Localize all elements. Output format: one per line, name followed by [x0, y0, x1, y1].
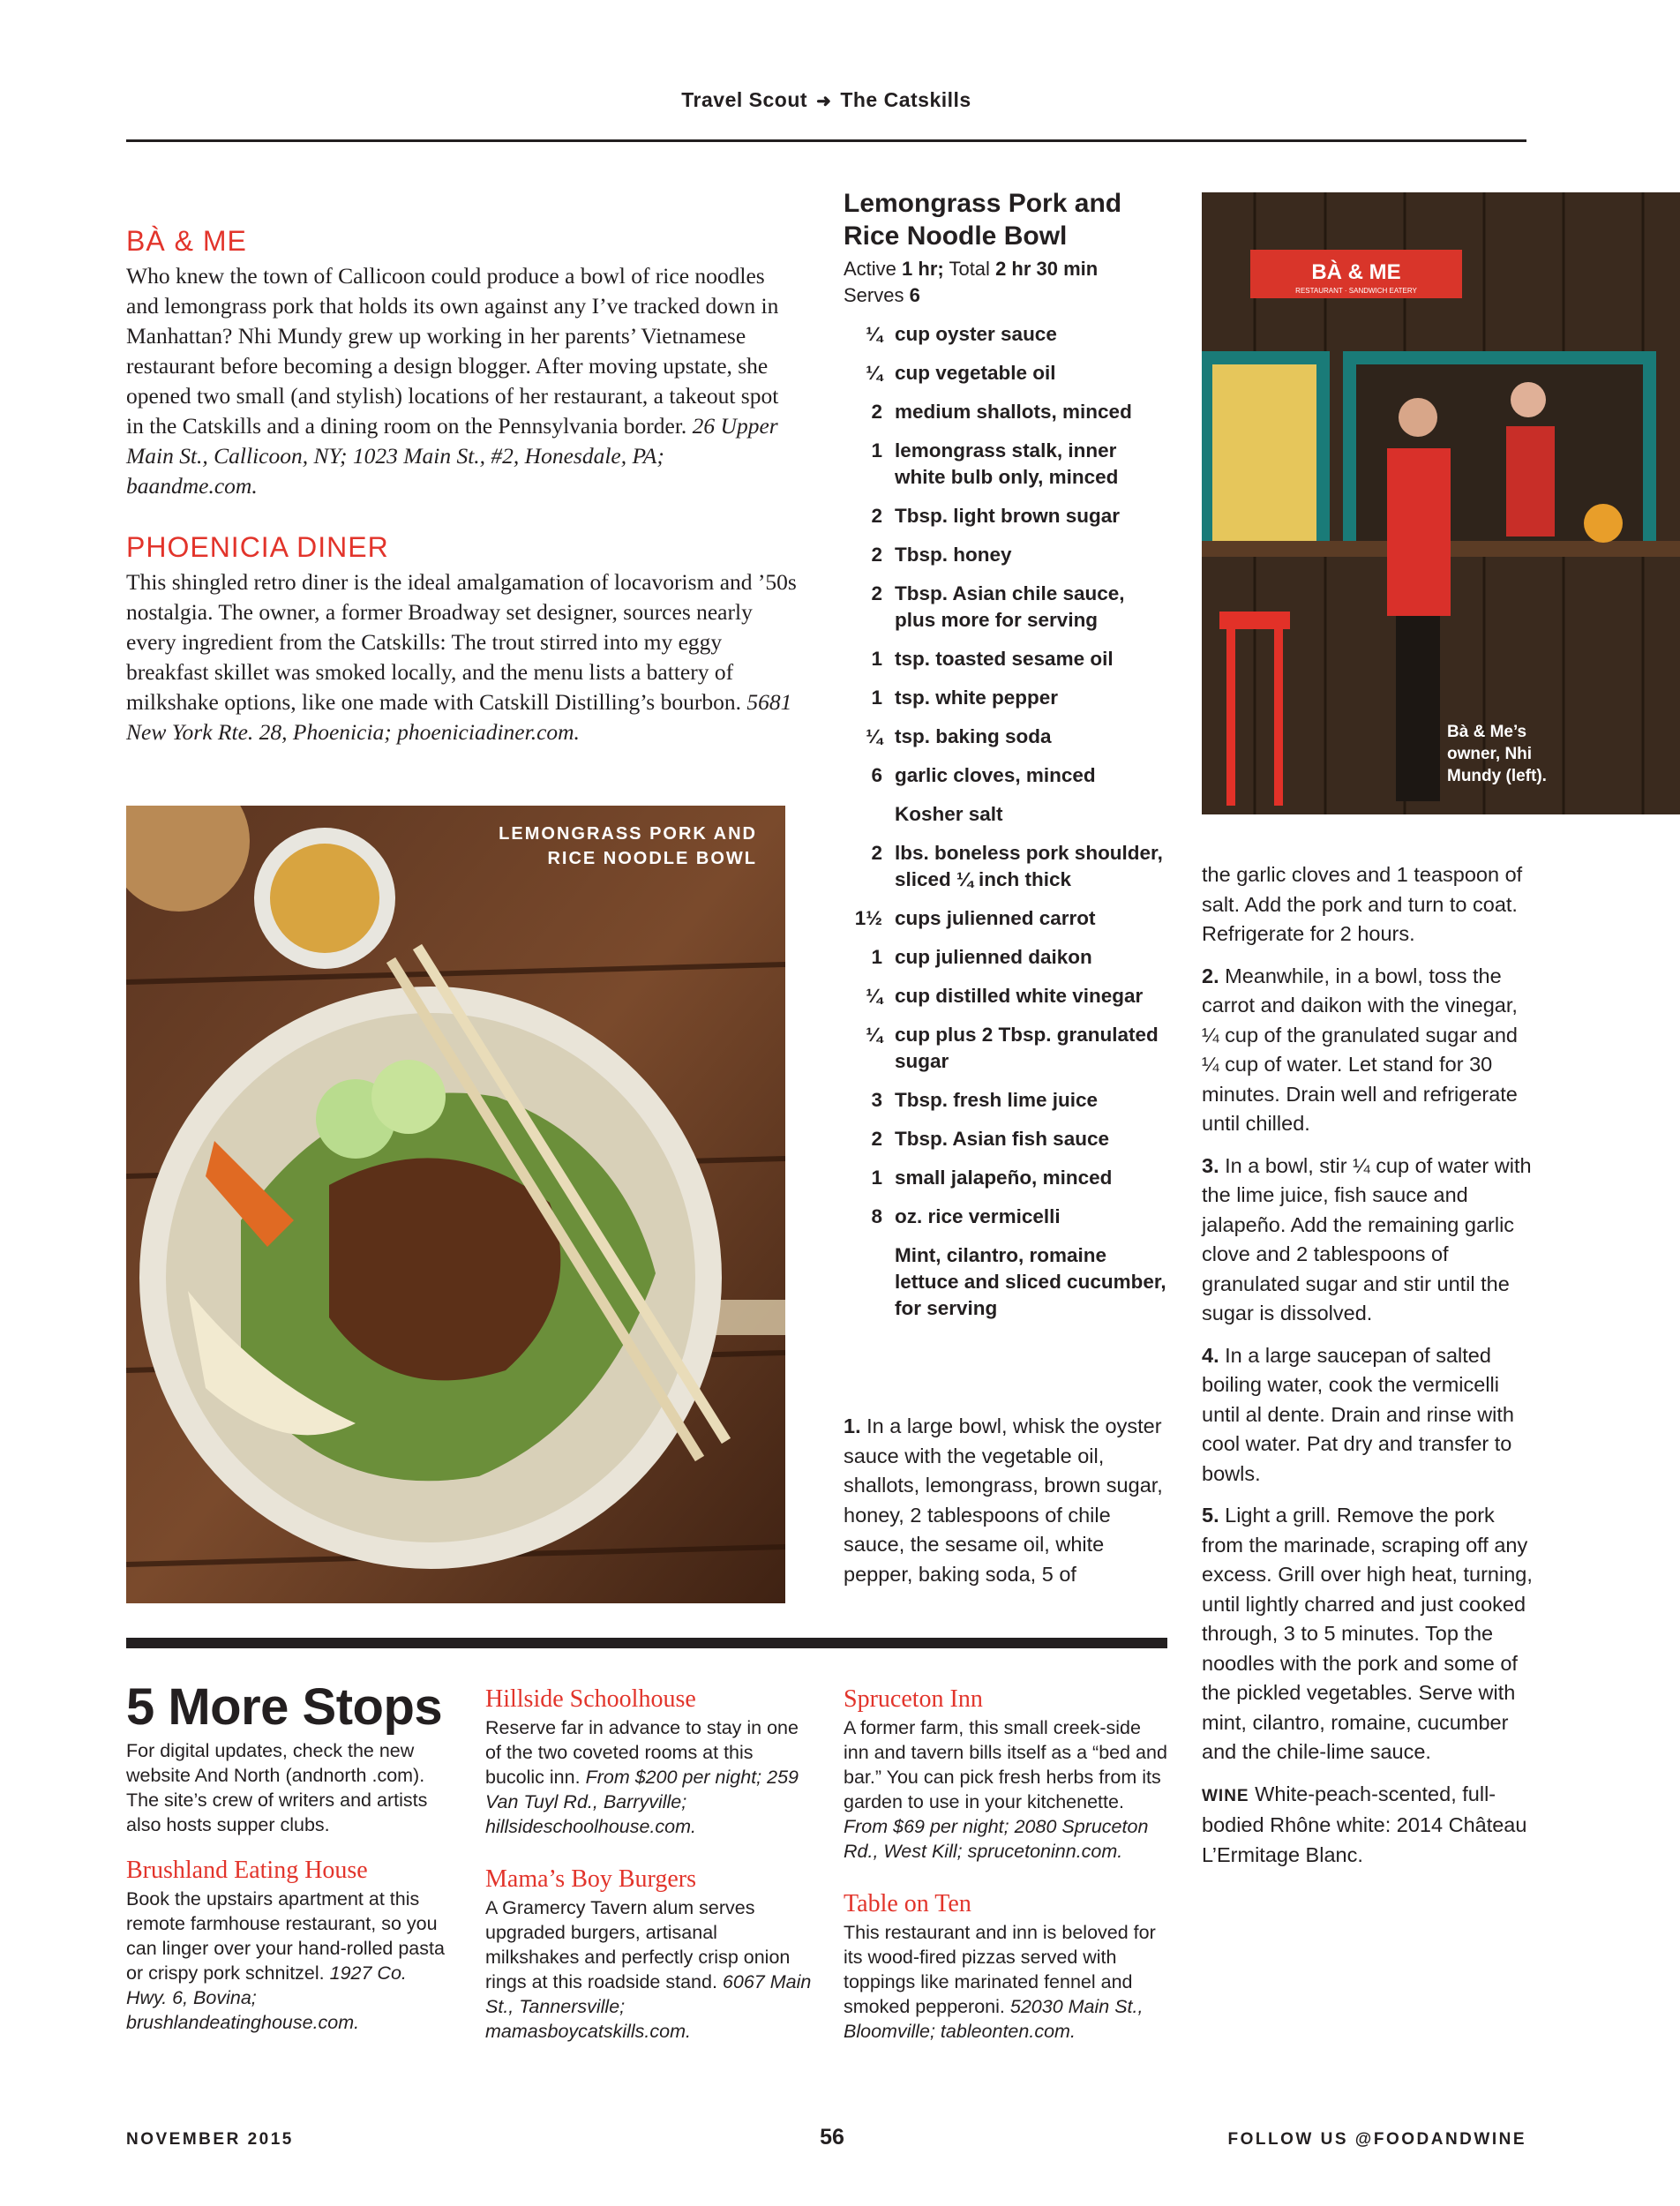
stop-info: 1927 Co. Hwy. 6, Bovina; brushlandeatinghouse.com.	[126, 1962, 407, 2033]
ingredient-quantity: 1	[871, 687, 882, 709]
step-text: Meanwhile, in a bowl, toss the carrot and daikon with the vinegar, ¼ cup of the granulated sugar and ¼ cup of water. Let stand for 30 minutes. Drain well and refrigerate until chilled.	[1202, 964, 1518, 1135]
stop-info: From $69 per night; 2080 Spruceton Rd., West Kill; sprucetoninn.com.	[844, 1816, 1149, 1862]
stop-text: A Gramercy Tavern alum serves upgraded burgers, artisanal milkshakes and perfectly crisp onion rings at this roadside stand.	[485, 1897, 791, 1992]
active-label: Active	[844, 258, 896, 280]
step-text: In a bowl, stir ¼ cup of water with the lime juice, fish sauce and jalapeño. Add the remaining garlic clove and 2 tablespoons of granulated sugar and stir until the sugar is dissolved.	[1202, 1153, 1532, 1324]
stop-text: Book the upstairs apartment at this remote farmhouse restaurant, so you can linger over your hand-rolled pasta or crispy pork schnitzel.	[126, 1888, 445, 1984]
ingredient-item	[844, 1242, 1170, 1322]
phoenicia-section	[126, 531, 797, 747]
recipe-serves	[844, 282, 1170, 309]
ba-me-section	[126, 225, 797, 501]
ingredient-quantity: 1	[871, 439, 882, 461]
ingredient-text: tsp. baking soda	[895, 725, 1052, 747]
noodle-bowl-illustration	[126, 806, 785, 1603]
ingredient-item	[844, 646, 1170, 672]
section-rule	[126, 1638, 1167, 1648]
header-section: Travel Scout	[681, 88, 808, 111]
phoenicia-address: 5681 New York Rte. 28, Phoenicia; phoeniciadiner.com.	[126, 689, 792, 745]
ingredient-item	[844, 1165, 1170, 1191]
more-stops-title: 5 More Stops	[126, 1678, 443, 1736]
recipe-step-1	[844, 1412, 1170, 1589]
step-number: 2.	[1202, 964, 1219, 987]
ingredient-text: Tbsp. fresh lime juice	[895, 1089, 1099, 1111]
recipe-step-4	[1202, 1341, 1537, 1489]
ingredient-item	[844, 1204, 1170, 1230]
ba-me-title: BÀ & ME	[126, 225, 247, 257]
recipe-title-line2: Rice Noodle Bowl	[844, 221, 1068, 251]
ingredient-quantity: 1	[871, 1167, 882, 1189]
step-text: Light a grill. Remove the pork from the marinade, scraping off any excess. Grill over high heat, turning, until lightly charred and just cooked through, 3 to 5 minutes. Top the noodles with the pork and some of the pickled vegetables. Serve with mint, cilantro, romaine, cucumber and the chile-lime sauce.	[1202, 1504, 1533, 1763]
recipe-step-1-continued: the garlic cloves and 1 teaspoon of salt. Add the pork and turn to coat. Refrigerate for 2 hours.	[1202, 863, 1523, 945]
ingredient-text: Tbsp. Asian fish sauce	[895, 1128, 1109, 1150]
ingredient-item	[844, 983, 1170, 1009]
recipe-step-3	[1202, 1152, 1537, 1329]
ingredient-text: cup distilled white vinegar	[895, 985, 1144, 1007]
stop-body	[485, 1715, 812, 1839]
stop-info: 6067 Main St., Tannersville; mamasboycatskills.com.	[485, 1971, 812, 2042]
ingredient-text: lbs. boneless pork shoulder, sliced ¼ inch thick	[895, 842, 1163, 890]
serves-value: 6	[909, 284, 920, 306]
ingredient-quantity: 1	[871, 946, 882, 968]
ba-me-body	[126, 261, 797, 501]
ingredient-quantity: 1	[871, 648, 882, 670]
running-header	[126, 88, 1526, 112]
total-value: 2 hr 30 min	[995, 258, 1099, 280]
shop-caption-line2: owner, Nhi	[1447, 745, 1533, 763]
ingredient-text: tsp. toasted sesame oil	[895, 648, 1114, 670]
ingredient-text: oz. rice vermicelli	[895, 1205, 1061, 1227]
ingredient-text: cup oyster sauce	[895, 323, 1057, 345]
step-number: 4.	[1202, 1343, 1219, 1367]
ingredient-quantity: ¼	[866, 725, 882, 747]
wine-text: White-peach-scented, full-bodied Rhône white: 2014 Château L’Ermitage Blanc.	[1202, 1782, 1527, 1866]
more-stops-column-3	[844, 1685, 1170, 2044]
recipe-title-line1: Lemongrass Pork and	[844, 189, 1122, 218]
phoenicia-title: PHOENICIA DINER	[126, 531, 389, 563]
footer-social-handle: FOLLOW US @FOODANDWINE	[1227, 2130, 1526, 2149]
serves-label: Serves	[844, 284, 904, 306]
stop-body	[844, 1715, 1170, 1864]
stop-body	[126, 1887, 453, 2035]
ba-me-address: 26 Upper Main St., Callicoon, NY; 1023 Main St., #2, Honesdale, PA; baandme.com.	[126, 413, 778, 499]
storefront-illustration	[1202, 192, 1680, 814]
ingredient-quantity: 6	[871, 764, 882, 786]
ingredient-item	[844, 321, 1170, 348]
ingredient-text: Tbsp. Asian chile sauce, plus more for serving	[895, 582, 1125, 631]
footer-issue-date: NOVEMBER 2015	[126, 2130, 294, 2149]
ingredient-quantity: 2	[871, 505, 882, 527]
page-number: 56	[820, 2125, 844, 2150]
ingredient-quantity	[844, 1242, 895, 1322]
stop-brushland	[126, 1857, 453, 2035]
ingredient-quantity: ¼	[866, 1024, 882, 1046]
stop-text: This restaurant and inn is beloved for its wood-fired pizzas served with toppings like marinated fennel and smoked pepperoni.	[844, 1922, 1156, 2017]
step-number: 3.	[1202, 1153, 1219, 1177]
stop-name: Spruceton Inn	[844, 1685, 983, 1713]
header-rule	[126, 139, 1526, 142]
ingredient-item	[844, 1087, 1170, 1114]
ingredient-item	[844, 905, 1170, 932]
ingredient-quantity	[844, 801, 895, 828]
ingredient-item	[844, 438, 1170, 491]
ingredient-item	[844, 944, 1170, 971]
ingredient-text: Tbsp. light brown sugar	[895, 505, 1120, 527]
ingredient-item	[844, 503, 1170, 529]
stop-spruceton	[844, 1685, 1170, 1864]
active-value: 1 hr;	[902, 258, 944, 280]
stop-name: Hillside Schoolhouse	[485, 1685, 696, 1713]
shop-caption-line1: Bà & Me’s	[1447, 723, 1527, 741]
stop-info: 52030 Main St., Bloomville; tableonten.com.	[844, 1996, 1144, 2042]
ingredient-item	[844, 581, 1170, 634]
ingredient-text: cup plus 2 Tbsp. granulated sugar	[895, 1024, 1159, 1072]
shop-sign-subtitle: RESTAURANT · SANDWICH EATERY	[1295, 287, 1417, 295]
ingredient-quantity: 2	[871, 401, 882, 423]
step-number: 1.	[844, 1414, 861, 1437]
recipe-steps-continued	[1202, 860, 1537, 1882]
stop-name: Brushland Eating House	[126, 1857, 368, 1884]
stop-info: From $200 per night; 259 Van Tuyl Rd., Barryville; hillsideschoolhouse.com.	[485, 1767, 799, 1837]
ingredient-quantity: 2	[871, 582, 882, 604]
stop-body	[844, 1920, 1170, 2044]
more-stops-column-2	[485, 1685, 812, 2044]
noodle-bowl-photo	[126, 806, 785, 1603]
stop-name: Mama’s Boy Burgers	[485, 1865, 697, 1893]
header-topic: The Catskills	[840, 88, 971, 111]
ingredient-quantity: 2	[871, 544, 882, 566]
shop-sign: BÀ & ME	[1311, 260, 1401, 284]
ingredient-item	[844, 801, 1170, 828]
ingredient-quantity: ¼	[866, 323, 882, 345]
ingredient-item	[844, 542, 1170, 568]
stop-mamas-boy	[485, 1865, 812, 2044]
more-stops-column-1	[126, 1738, 453, 2035]
recipe-step-5	[1202, 1501, 1537, 1767]
stop-hillside	[485, 1685, 812, 1839]
step-text: In a large bowl, whisk the oyster sauce with the vegetable oil, shallots, lemongrass, brown sugar, honey, 2 tablespoons of chile sauce, the sesame oil, white pepper, baking soda, 5 of	[844, 1414, 1163, 1586]
ingredient-item	[844, 1022, 1170, 1075]
ingredient-quantity: ¼	[866, 362, 882, 384]
ingredient-text: Tbsp. honey	[895, 544, 1012, 566]
recipe-title	[844, 187, 1170, 252]
ingredient-quantity: 8	[871, 1205, 882, 1227]
bowl-caption-line2: RICE NOODLE BOWL	[547, 849, 757, 868]
ingredient-text: Mint, cilantro, romaine lettuce and sliced cucumber, for serving	[895, 1244, 1166, 1319]
restaurant-storefront-photo	[1202, 192, 1680, 814]
step-text: In a large saucepan of salted boiling water, cook the vermicelli until al dente. Drain and rinse with cool water. Pat dry and transfer to bowls.	[1202, 1343, 1515, 1485]
ingredient-text: garlic cloves, minced	[895, 764, 1096, 786]
ingredient-text: cups julienned carrot	[895, 907, 1096, 929]
ingredient-list	[844, 321, 1170, 1322]
ingredient-item	[844, 762, 1170, 789]
phoenicia-text: This shingled retro diner is the ideal amalgamation of locavorism and ’50s nostalgia. The owner, a former Broadway set designer, sources nearly every ingredient from the Catskills: The trout stirred into my eggy breakfast skillet was smoked locally, and the menu lists a battery of milkshake options, like one made with Catskill Distilling’s bourbon.	[126, 569, 797, 715]
arrow-right-icon: ➜	[816, 92, 832, 111]
ingredient-text: lemongrass stalk, inner white bulb only, minced	[895, 439, 1119, 488]
ingredient-text: cup julienned daikon	[895, 946, 1092, 968]
ingredient-item	[844, 840, 1170, 893]
bowl-caption-line1: LEMONGRASS PORK AND	[499, 824, 757, 844]
ingredient-text: tsp. white pepper	[895, 687, 1059, 709]
more-stops-intro: For digital updates, check the new website And North (andnorth .com). The site’s crew of writers and artists also hosts supper clubs.	[126, 1740, 428, 1835]
recipe-step-2	[1202, 962, 1537, 1139]
shop-caption-line3: Mundy (left).	[1447, 767, 1547, 785]
stop-text: Reserve far in advance to stay in one of the two coveted rooms at this bucolic inn.	[485, 1717, 799, 1788]
stop-body	[485, 1895, 812, 2044]
wine-label: WINE	[1202, 1786, 1249, 1805]
ingredient-quantity: 3	[871, 1089, 882, 1111]
stop-name: Table on Ten	[844, 1890, 971, 1917]
total-label: Total	[949, 258, 990, 280]
left-column	[126, 225, 797, 747]
wine-pairing	[1202, 1780, 1537, 1871]
recipe-times	[844, 256, 1170, 282]
ingredient-item	[844, 360, 1170, 386]
ba-me-text: Who knew the town of Callicoon could produce a bowl of rice noodles and lemongrass pork that holds its own against any I’ve tracked down in Manhattan? Nhi Mundy grew up working in her parents’ Vietnamese restaurant before becoming a design blogger. After moving upstate, she opened two small (and stylish) locations of her restaurant, a takeout spot in the Catskills and a dining room on the Pennsylvania border.	[126, 263, 779, 439]
ingredient-text: cup vegetable oil	[895, 362, 1056, 384]
ingredient-text: Kosher salt	[895, 803, 1003, 825]
stop-table-on-ten	[844, 1890, 1170, 2044]
recipe	[844, 187, 1170, 1322]
ingredient-item	[844, 1126, 1170, 1152]
ingredient-item	[844, 685, 1170, 711]
stop-text: A former farm, this small creek-side inn and tavern bills itself as a “bed and bar.” You can pick fresh herbs from its garden to use in your kitchenette.	[844, 1717, 1167, 1812]
ingredient-quantity: 1½	[854, 907, 882, 929]
ingredient-item	[844, 399, 1170, 425]
ingredient-quantity: 2	[871, 1128, 882, 1150]
phoenicia-body	[126, 567, 797, 747]
ingredient-quantity: ¼	[866, 985, 882, 1007]
step-number: 5.	[1202, 1504, 1219, 1527]
ingredient-text: medium shallots, minced	[895, 401, 1132, 423]
ingredient-quantity: 2	[871, 842, 882, 864]
ingredient-text: small jalapeño, minced	[895, 1167, 1113, 1189]
ingredient-item	[844, 724, 1170, 750]
